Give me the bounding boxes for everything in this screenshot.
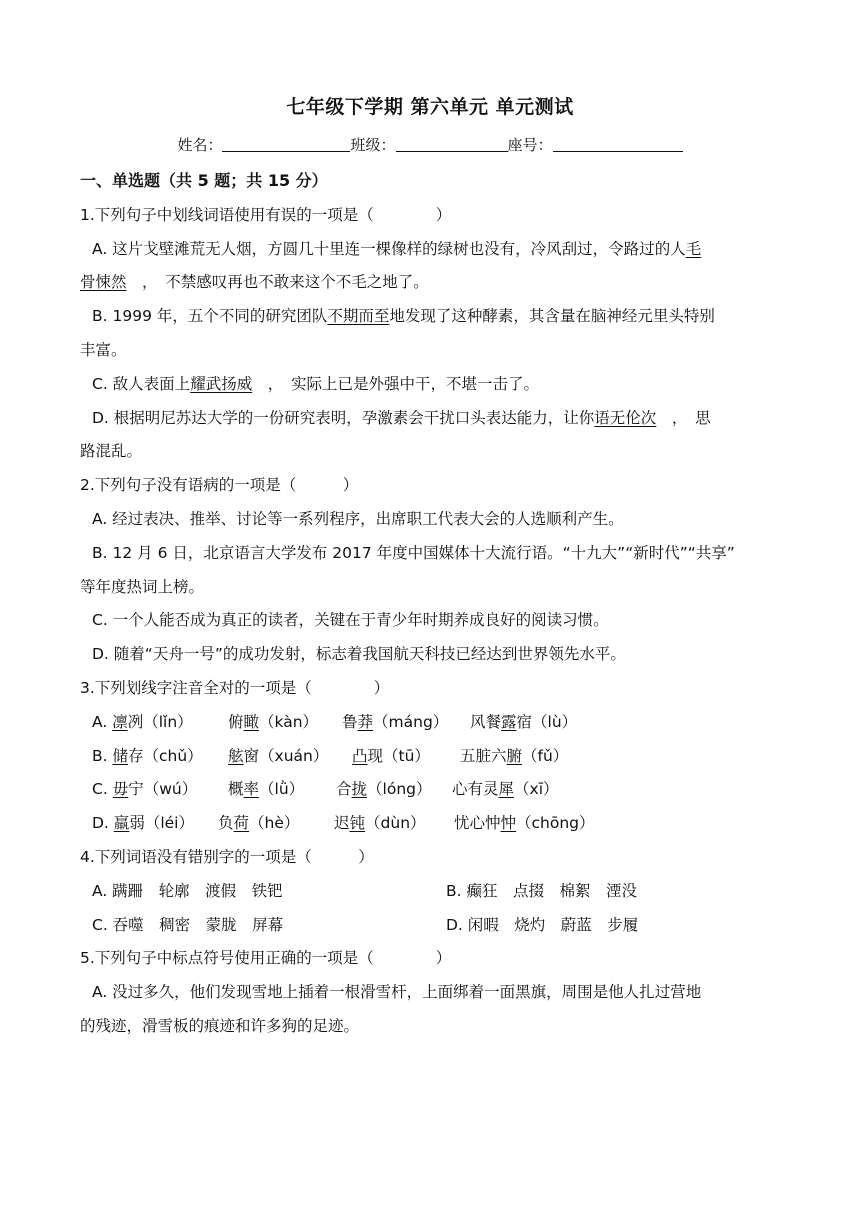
q1-option-b: B. 1999 年，五个不同的研究团队不期而至地发现了这种酵素，其含量在脑神经元里头特别 <box>92 307 715 325</box>
q4-option-c: C. 吞噬 稠密 蒙胧 屏幕 <box>92 916 284 934</box>
q3-option-b: B. 储存（chǔ） 舷窗（xuán） 凸现（tū） 五脏六腑（fǔ） <box>92 747 569 765</box>
student-info-line <box>0 134 860 155</box>
q1-option-d-cont: 路混乱。 <box>80 442 143 460</box>
q4-option-a: A. 蹒跚 轮廓 渡假 铁钯 <box>92 882 283 900</box>
seat-blank[interactable] <box>553 137 683 152</box>
q4-option-d: D. 闲暇 烧灼 蔚蓝 步履 <box>446 916 639 934</box>
class-blank[interactable] <box>396 137 508 152</box>
name-blank[interactable] <box>222 137 350 152</box>
q1-option-a: A. 这片戈壁滩荒无人烟，方圆几十里连一棵像样的绿树也没有，冷风刮过，令路过的人毛 <box>92 240 702 258</box>
q1-option-a-cont: 骨悚然 ， 不禁感叹再也不敢来这个不毛之地了。 <box>80 273 429 291</box>
question-4-stem: 4.下列词语没有错别字的一项是（ ） <box>80 848 374 866</box>
question-3-stem: 3.下列划线字注音全对的一项是（ ） <box>80 679 390 697</box>
q4-option-b: B. 癫狂 点掇 棉絮 湮没 <box>446 882 637 900</box>
question-2-stem: 2.下列句子没有语病的一项是（ ） <box>80 476 359 494</box>
q2-option-b-cont: 等年度热词上榜。 <box>80 578 205 596</box>
seat-label: 座号： <box>507 136 553 154</box>
q5-option-a: A. 没过多久，他们发现雪地上插着一根滑雪杆，上面绑着一面黑旗，周围是他人扎过营地 <box>92 983 702 1001</box>
q2-option-a: A. 经过表决、推举、讨论等一系列程序，出席职工代表大会的人选顺利产生。 <box>92 510 624 528</box>
q3-option-c: C. 毋宁（wú） 概率（lǜ） 合拢（lóng） 心有灵犀（xī） <box>92 780 559 798</box>
q1-option-b-cont: 丰富。 <box>80 341 127 359</box>
question-5-stem: 5.下列句子中标点符号使用正确的一项是（ ） <box>80 949 452 967</box>
q2-option-d: D. 随着“天舟一号”的成功发射，标志着我国航天科技已经达到世界领先水平。 <box>92 645 626 663</box>
q1-option-c: C. 敌人表面上耀武扬威 ， 实际上已是外强中干，不堪一击了。 <box>92 375 539 393</box>
q3-option-d: D. 羸弱（léi） 负荷（hè） 迟钝（dùn） 忧心忡忡（chōng） <box>92 814 595 832</box>
q2-option-c: C. 一个人能否成为真正的读者，关键在于青少年时期养成良好的阅读习惯。 <box>92 611 609 629</box>
q1-option-d: D. 根据明尼苏达大学的一份研究表明，孕激素会干扰口头表达能力，让你语无伦次 ， 思 <box>92 409 711 427</box>
name-label: 姓名： <box>177 136 223 154</box>
question-1-stem: 1.下列句子中划线词语使用有误的一项是（ ） <box>80 206 452 224</box>
class-label: 班级： <box>350 136 396 154</box>
page-title: 七年级下学期 第六单元 单元测试 <box>286 96 574 118</box>
q3-option-a: A. 凛冽（lǐn） 俯瞰（kàn） 鲁莽（máng） 风餐露宿（lù） <box>92 713 578 731</box>
section-title: 一、单选题（共 5 题；共 15 分） <box>80 171 328 190</box>
q5-option-a-cont: 的残迹，滑雪板的痕迹和许多狗的足迹。 <box>80 1017 360 1035</box>
q2-option-b: B. 12 月 6 日，北京语言大学发布 2017 年度中国媒体十大流行语。“十九大”“新时代”“共享” <box>92 544 735 562</box>
